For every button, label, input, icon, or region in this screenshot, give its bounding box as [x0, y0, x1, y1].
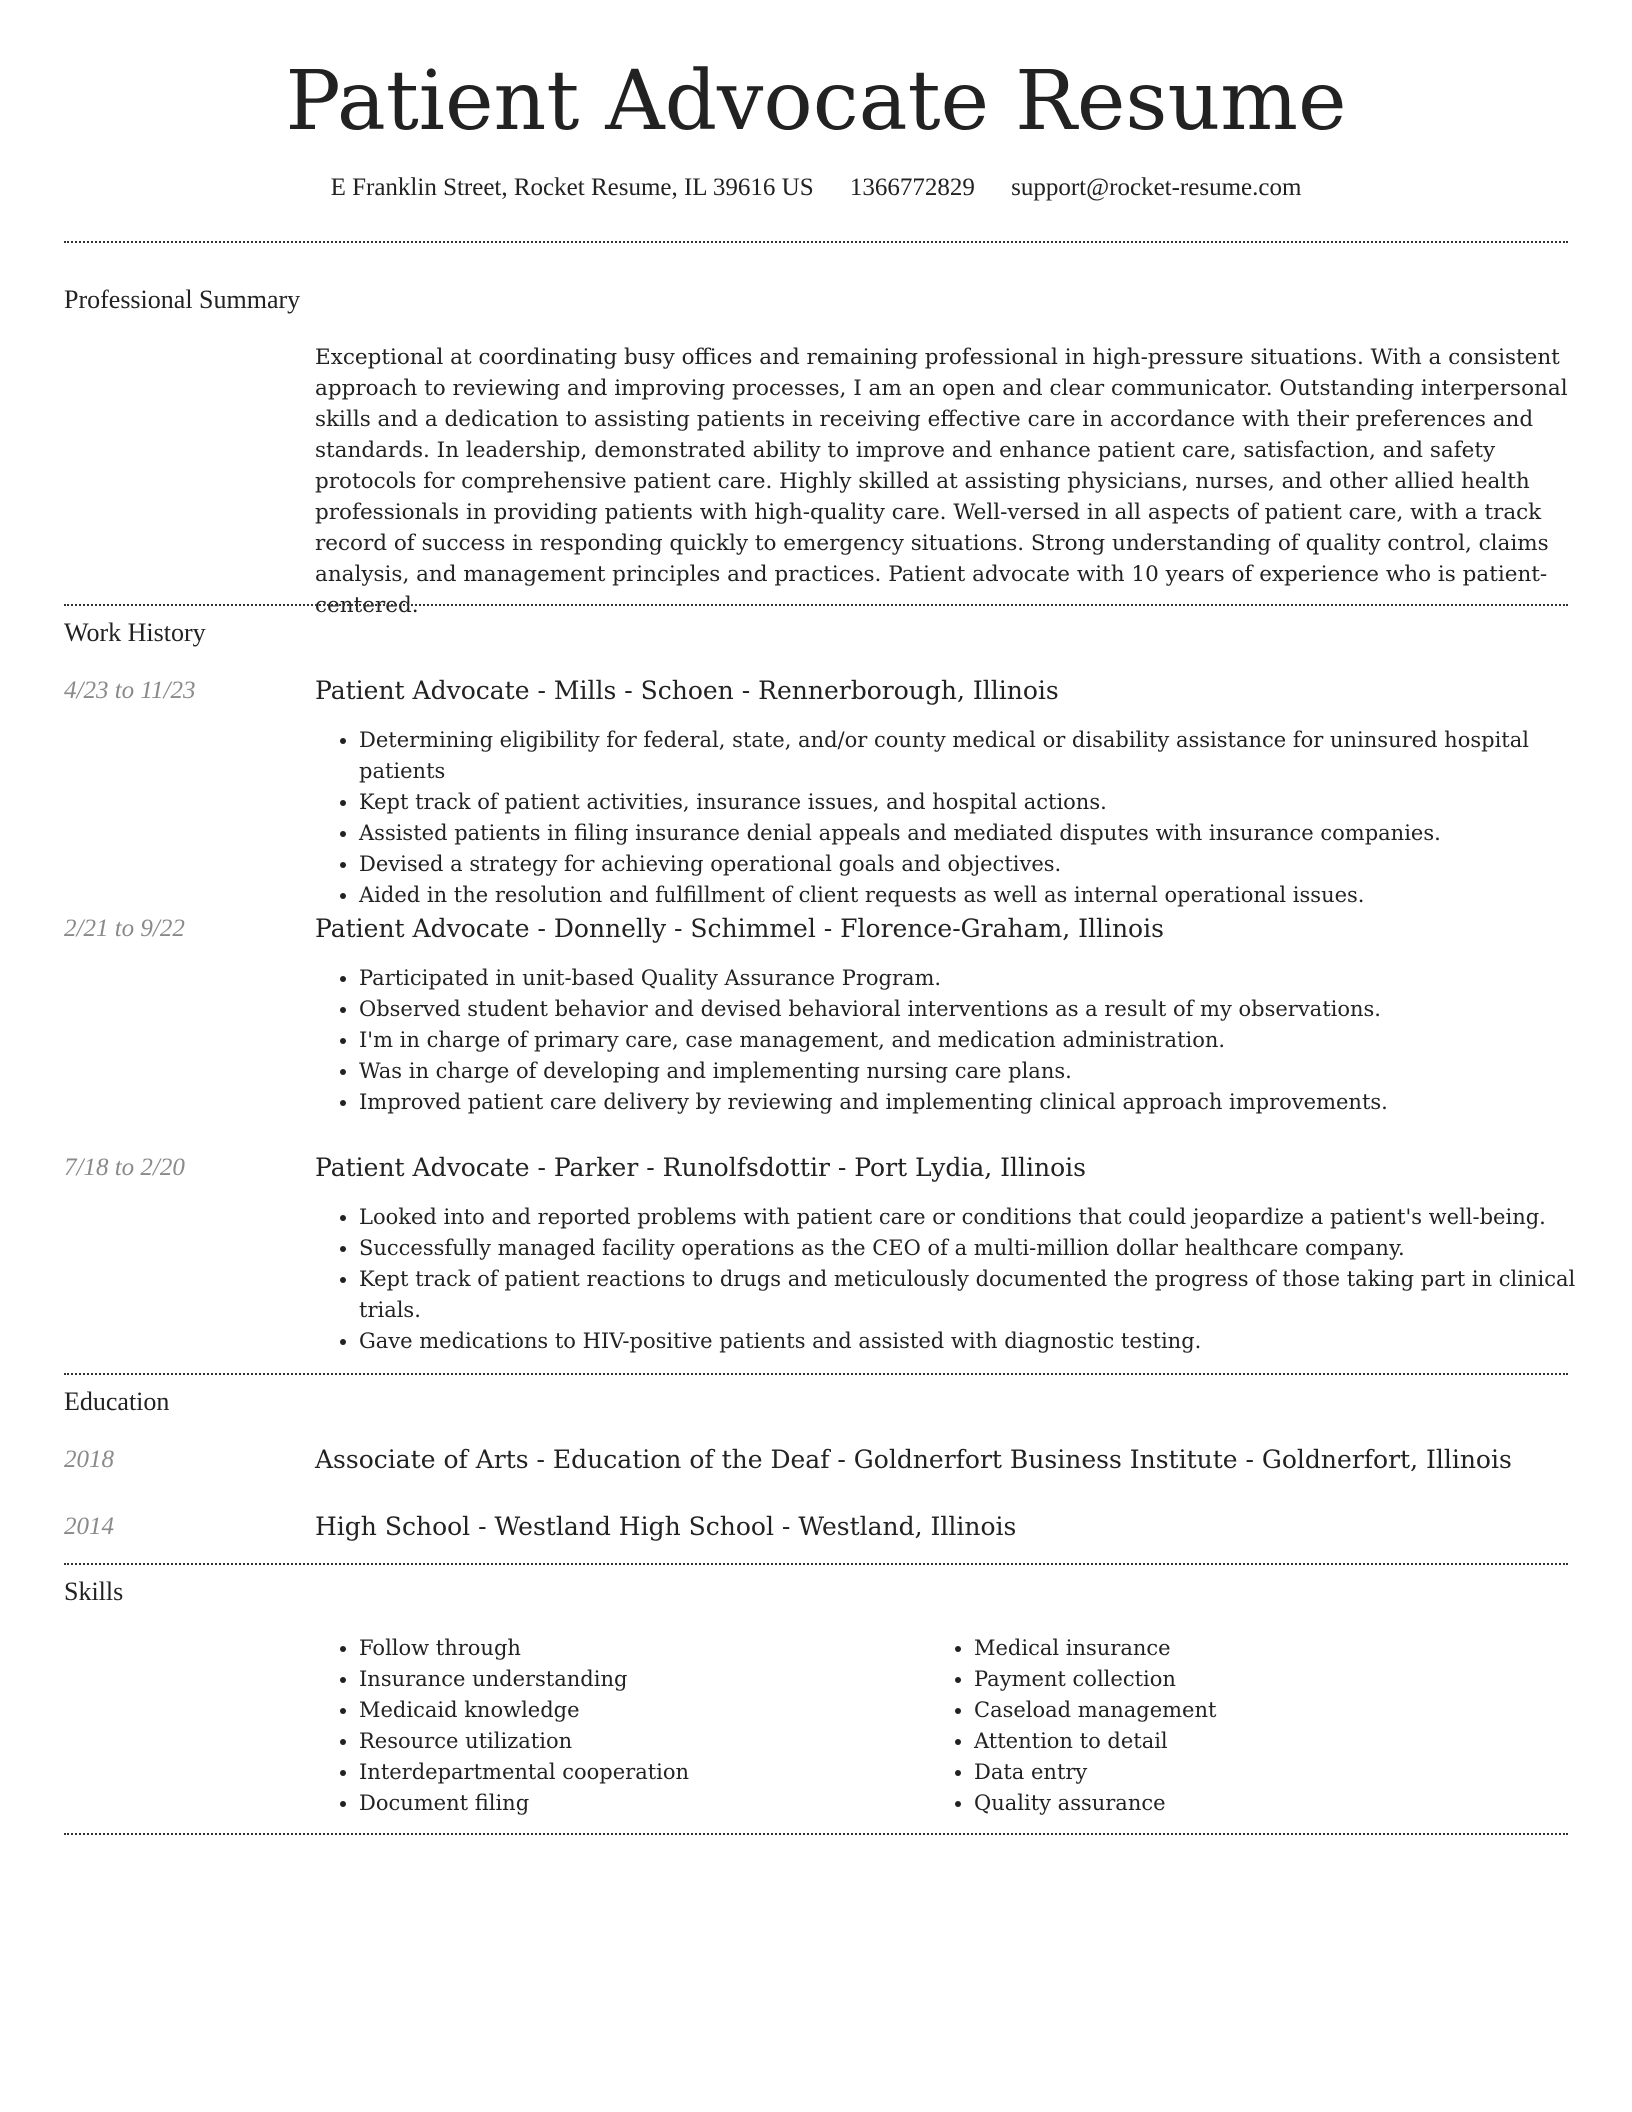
- work-history-heading: Work History: [64, 618, 206, 647]
- skill-item: • Payment collection: [974, 1664, 1574, 1695]
- summary-heading: Professional Summary: [64, 285, 301, 314]
- list-item: • Observed student behavior and devised behavioral interventions as a result of my observations.: [359, 994, 1612, 1025]
- skill-item: • Interdepartmental cooperation: [359, 1757, 929, 1788]
- skills-heading: Skills: [64, 1577, 124, 1606]
- education-year: 2018: [64, 1446, 114, 1473]
- list-item: • Devised a strategy for achieving operational goals and objectives.: [359, 849, 1612, 880]
- list-item: • I'm in charge of primary care, case management, and medication administration.: [359, 1025, 1612, 1056]
- job-dates: 7/18 to 2/20: [64, 1154, 185, 1181]
- education-entry: Associate of Arts - Education of the Deaf - Goldnerfort Business Institute - Goldnerfort, Illinois: [315, 1445, 1512, 1474]
- divider: [64, 604, 1568, 606]
- job-dates: 2/21 to 9/22: [64, 915, 185, 942]
- job-bullets: [315, 963, 1612, 1118]
- job-title: Patient Advocate - Mills - Schoen - Rennerborough, Illinois: [315, 676, 1059, 705]
- education-year: 2014: [64, 1513, 114, 1540]
- skill-item: • Resource utilization: [359, 1726, 929, 1757]
- list-item: • Determining eligibility for federal, state, and/or county medical or disability assistance for uninsured hospital patients: [359, 725, 1612, 787]
- job-title: Patient Advocate - Parker - Runolfsdottir - Port Lydia, Illinois: [315, 1153, 1086, 1182]
- list-item: • Kept track of patient reactions to drugs and meticulously documented the progress of those taking part in clinical trials.: [359, 1264, 1612, 1326]
- education-heading: Education: [64, 1387, 170, 1416]
- skill-item: • Medical insurance: [974, 1633, 1574, 1664]
- page-title: Patient Advocate Resume: [285, 54, 1347, 149]
- list-item: • Participated in unit-based Quality Assurance Program.: [359, 963, 1612, 994]
- list-item: • Successfully managed facility operations as the CEO of a multi-million dollar healthcare company.: [359, 1233, 1612, 1264]
- list-item: • Aided in the resolution and fulfillment of client requests as well as internal operational issues.: [359, 880, 1612, 911]
- contact-email: support@rocket-resume.com: [1011, 174, 1302, 201]
- divider: [64, 1373, 1568, 1375]
- skills-list-right: [930, 1633, 1574, 1819]
- contact-address: E Franklin Street, Rocket Resume, IL 39616 US: [330, 174, 814, 201]
- list-item: • Gave medications to HIV-positive patients and assisted with diagnostic testing.: [359, 1326, 1612, 1357]
- skills-list-left: [315, 1633, 929, 1819]
- skill-item: • Attention to detail: [974, 1726, 1574, 1757]
- list-item: • Improved patient care delivery by reviewing and implementing clinical approach improvements.: [359, 1087, 1612, 1118]
- divider: [64, 1833, 1568, 1835]
- contact-phone: 1366772829: [849, 174, 975, 201]
- job-bullets: [315, 725, 1612, 911]
- list-item: • Was in charge of developing and implementing nursing care plans.: [359, 1056, 1612, 1087]
- skill-item: • Caseload management: [974, 1695, 1574, 1726]
- education-entry: High School - Westland High School - Westland, Illinois: [315, 1512, 1017, 1541]
- list-item: • Looked into and reported problems with patient care or conditions that could jeopardize a patient's well-being.: [359, 1202, 1612, 1233]
- skill-item: • Follow through: [359, 1633, 929, 1664]
- list-item: • Kept track of patient activities, insurance issues, and hospital actions.: [359, 787, 1612, 818]
- skill-item: • Quality assurance: [974, 1788, 1574, 1819]
- list-item: • Assisted patients in filing insurance denial appeals and mediated disputes with insurance companies.: [359, 818, 1612, 849]
- job-title: Patient Advocate - Donnelly - Schimmel - Florence-Graham, Illinois: [315, 914, 1164, 943]
- skill-item: • Document filing: [359, 1788, 929, 1819]
- skill-item: • Data entry: [974, 1757, 1574, 1788]
- summary-text: Exceptional at coordinating busy offices and remaining professional in high-pressure situations. With a consistent approach to reviewing and improving processes, I am an open and clear communicator. Outstanding interpersonal skills and a dedication to assisting patients in receiving effective care in accordance with their preferences and standards. In leadership, demonstrated ability to improve and enhance patient care, satisfaction, and safety protocols for comprehensive patient care. Highly skilled at assisting physicians, nurses, and other allied health professionals in providing patients with high-quality care. Well-versed in all aspects of patient care, with a track record of success in responding quickly to emergency situations. Strong understanding of quality control, claims analysis, and management principles and practices. Patient advocate with 10 years of experience who is patient-centered.: [315, 345, 1568, 618]
- skill-item: • Medicaid knowledge: [359, 1695, 929, 1726]
- divider: [64, 1563, 1568, 1565]
- job-dates: 4/23 to 11/23: [64, 677, 196, 704]
- contact-line: [0, 170, 1632, 206]
- job-bullets: [315, 1202, 1612, 1357]
- skill-item: • Insurance understanding: [359, 1664, 929, 1695]
- divider: [64, 241, 1568, 243]
